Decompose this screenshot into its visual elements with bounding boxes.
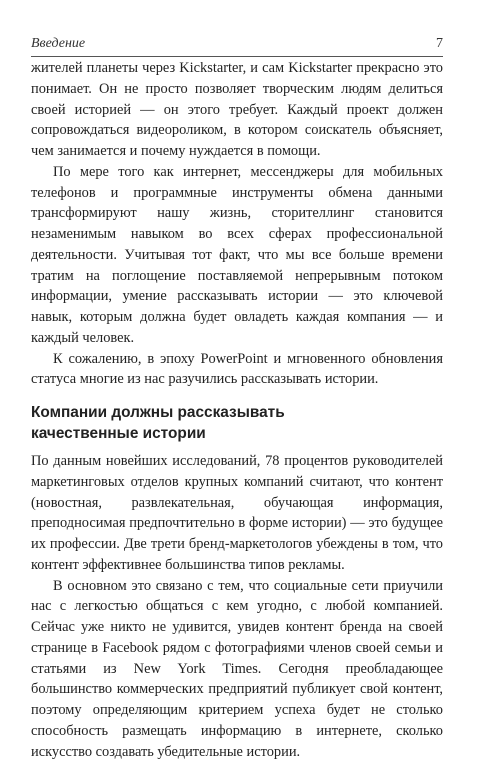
heading-line: Компании должны рассказывать — [31, 404, 285, 421]
paragraph: По данным новейших исследований, 78 процентов руководителей маркетинговых отделов крупных компаний считают, что контент (новостная, развлекательная, обучающая информация, преподносимая предпочтительно в форме истории) — это будущее их профессии. Две трети бренд-маркетологов убеждены в том, что контент эффективнее большинства типов рекламы. — [31, 451, 443, 576]
section-title: Введение — [31, 36, 85, 52]
paragraph: К сожалению, в эпоху PowerPoint и мгновенного обновления статуса многие из нас разучились рассказывать истории. — [31, 349, 443, 391]
running-header — [31, 36, 443, 56]
heading-line: качественные истории — [31, 425, 206, 442]
paragraph: В основном это связано с тем, что социальные сети приучили нас с легкостью общаться с кем угодно, с любой компанией. Сейчас уже никто не удивится, увидев контент бренда на своей странице в Facebook рядом с фотографиями членов своей семьи и статьями из New York Times. Сегодня преобладающее большинство коммерческих предприятий публикует свой контент, поэтому определяющим критерием успеха будет не столько способность размещать информацию в интернете, сколько искусство создавать убедительные истории. — [31, 576, 443, 762]
section-heading — [31, 402, 443, 444]
page-number: 7 — [436, 36, 443, 52]
header-rule — [31, 56, 443, 57]
paragraph: жителей планеты через Kickstarter, и сам Kickstarter прекрасно это понимает. Он не просто позволяет творческим людям делиться своей историей — он этого требует. Каждый проект должен сопровождаться видеороликом, в котором соискатель объясняет, чем занимается и почему нуждается в помощи. — [31, 58, 443, 162]
paragraph: По мере того как интернет, мессенджеры для мобильных телефонов и программные инструменты обмена данными трансформируют нашу жизнь, сторителлинг становится незаменимым навыком во всех сферах профессиональной деятельности. Учитывая тот факт, что мы все больше времени тратим на поглощение поставляемой непрерывным потоком информации, умение рассказывать истории — это ключевой навык, которым должна будет овладеть каждая компания — и каждый человек. — [31, 162, 443, 349]
body-text — [31, 58, 443, 762]
